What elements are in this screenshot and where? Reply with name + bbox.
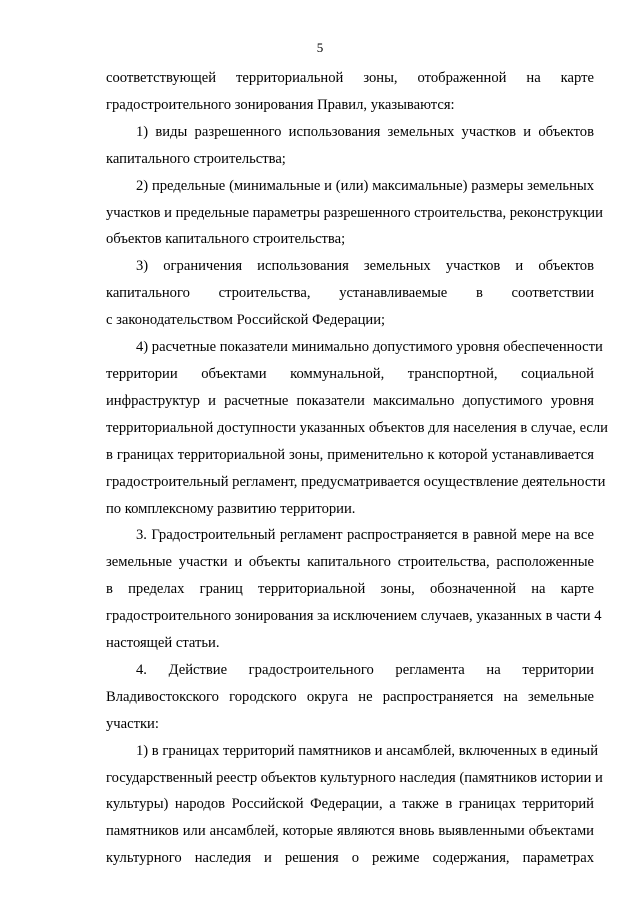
paragraph — [76, 334, 608, 522]
text-line: 3) ограничения использования земельных участков и объектов — [136, 258, 594, 275]
text-line: 4. Действие градостроительного регламента на территории — [136, 661, 594, 678]
text-line: культурного наследия и решения о режиме содержания, параметрах — [106, 850, 594, 867]
text-line: градостроительный регламент, предусматривается осуществление деятельности — [106, 473, 606, 490]
paragraph — [76, 522, 602, 657]
text-line: градостроительного зонирования Правил, указываются: — [106, 96, 455, 113]
text-line: по комплексному развитию территории. — [106, 500, 356, 517]
paragraph — [76, 253, 594, 334]
text-line: 4) расчетные показатели минимально допустимого уровня обеспеченности — [136, 339, 603, 356]
text-line: капитального строительства; — [106, 150, 286, 167]
text-line: 2) предельные (минимальные и (или) максимальные) размеры земельных — [136, 177, 594, 194]
text-line: настоящей статьи. — [106, 635, 220, 652]
text-line: с законодательством Российской Федерации; — [106, 312, 386, 329]
text-line: 3. Градостроительный регламент распространяется в равной мере на все — [136, 527, 594, 544]
text-line: памятников или ансамблей, которые являются вновь выявленными объектами — [106, 823, 594, 840]
text-line: Владивостокского городского округа не распространяется на земельные — [106, 688, 594, 705]
paragraph — [76, 657, 594, 738]
document-body — [76, 65, 608, 872]
text-line: 1) виды разрешенного использования земельных участков и объектов — [136, 123, 594, 140]
page-number: 5 — [316, 40, 324, 55]
text-line: государственный реестр объектов культурного наследия (памятников истории и — [106, 769, 603, 786]
text-line: участки: — [106, 715, 159, 732]
text-line: территориальной доступности указанных объектов для населения в случае, если — [106, 419, 608, 436]
paragraph — [76, 65, 594, 119]
text-line: участков и предельные параметры разрешенного строительства, реконструкции — [106, 204, 603, 221]
paragraph — [76, 173, 603, 254]
text-line: культуры) народов Российской Федерации, а также в границах территорий — [106, 796, 594, 813]
text-line: соответствующей территориальной зоны, отображенной на карте — [106, 70, 594, 86]
text-line: в пределах границ территориальной зоны, обозначенной на карте — [106, 581, 594, 598]
paragraph — [76, 738, 603, 873]
text-line: объектов капитального строительства; — [106, 231, 346, 248]
text-line: градостроительного зонирования за исключением случаев, указанных в части 4 — [106, 608, 602, 625]
text-line: 1) в границах территорий памятников и ансамблей, включенных в единый — [136, 742, 599, 759]
text-line: капитального строительства, устанавливаемые в соответствии — [106, 285, 594, 302]
text-line: в границах территориальной зоны, применительно к которой устанавливается — [106, 446, 594, 463]
text-line: территории объектами коммунальной, транспортной, социальной — [106, 365, 594, 382]
text-line: земельные участки и объекты капитального строительства, расположенные — [106, 554, 594, 571]
paragraph — [76, 119, 594, 173]
text-line: инфраструктур и расчетные показатели максимально допустимого уровня — [106, 392, 594, 409]
